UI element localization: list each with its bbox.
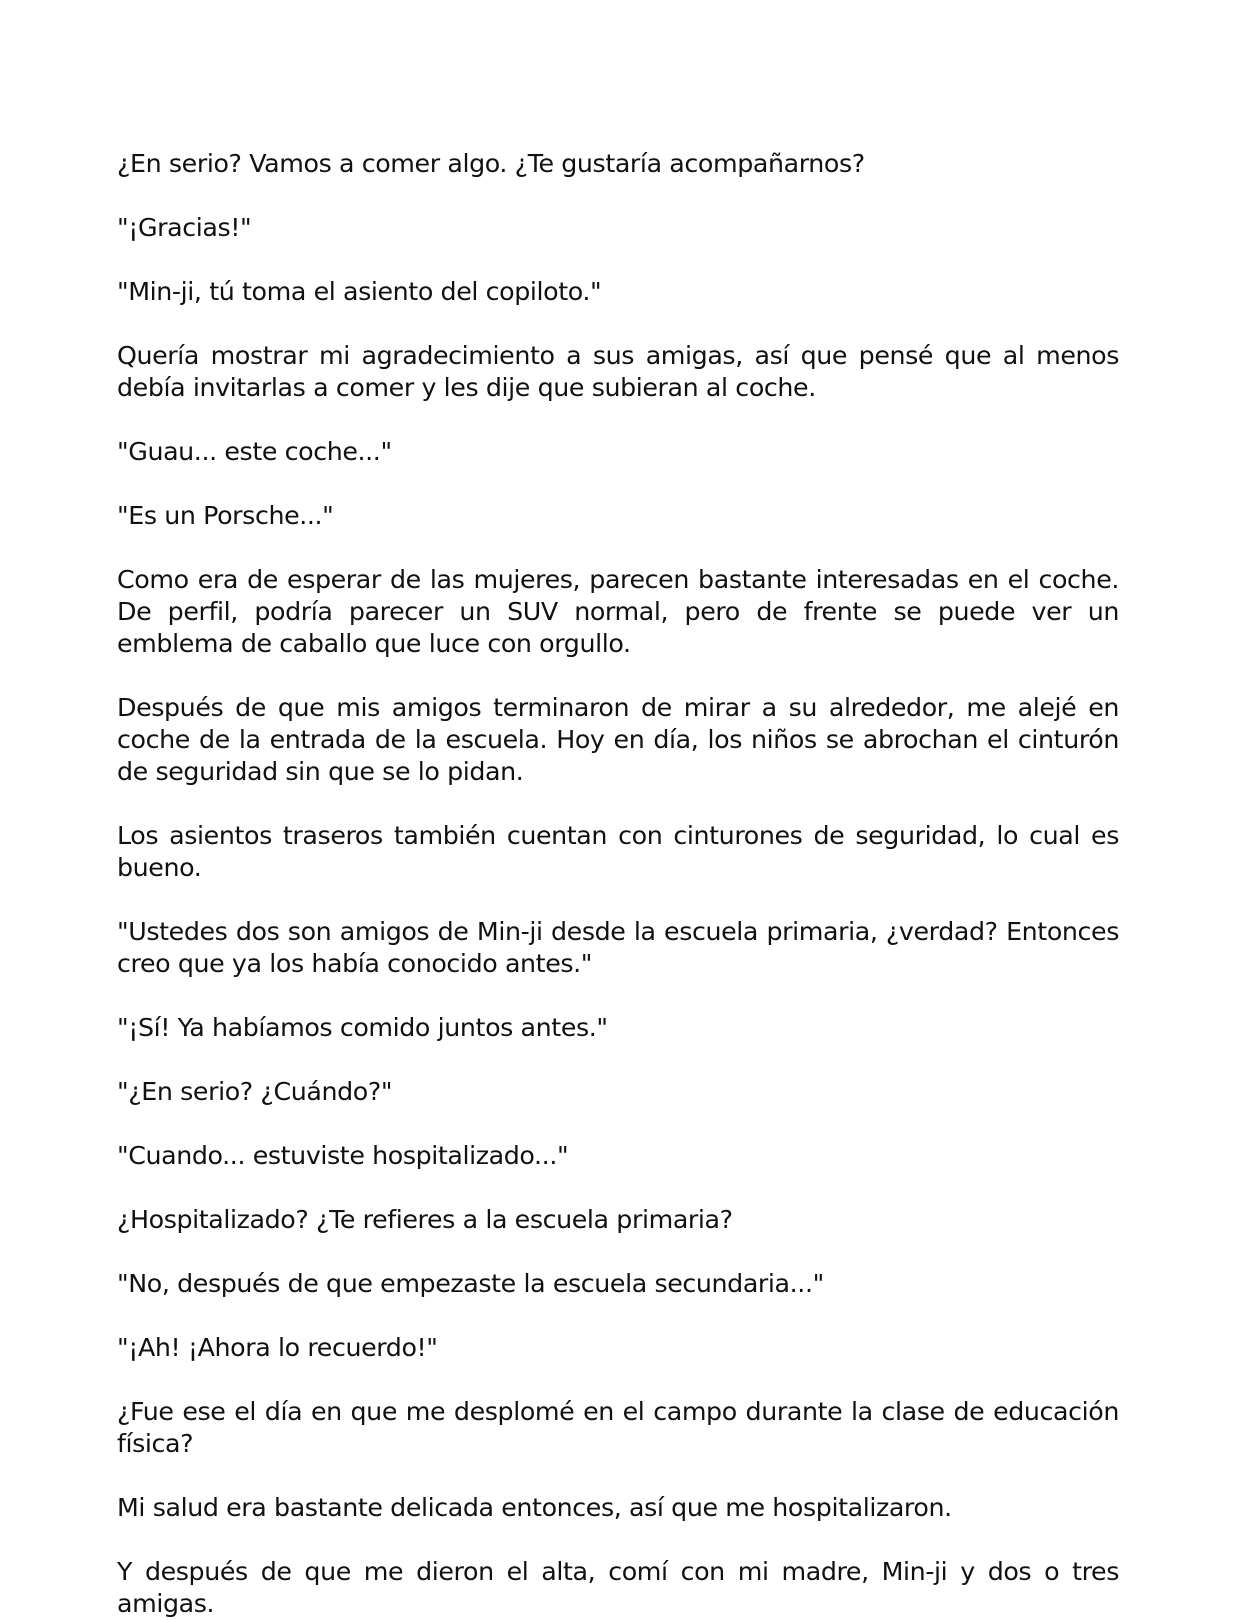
paragraph: Después de que mis amigos terminaron de mirar a su alrededor, me alejé en coche de la entrada de la escuela. Hoy en día, los niños se abrochan el cinturón de seguridad sin que se lo pidan. bbox=[117, 693, 1119, 786]
paragraph: "Es un Porsche..." bbox=[117, 501, 334, 530]
paragraph: "Ustedes dos son amigos de Min-ji desde la escuela primaria, ¿verdad? Entonces creo que ya los había conocido antes." bbox=[117, 917, 1119, 978]
paragraph: "Min-ji, tú toma el asiento del copiloto." bbox=[117, 277, 602, 306]
paragraph: "¡Ah! ¡Ahora lo recuerdo!" bbox=[117, 1333, 438, 1362]
paragraph: Los asientos traseros también cuentan con cinturones de seguridad, lo cual es bueno. bbox=[117, 821, 1119, 882]
paragraph: Mi salud era bastante delicada entonces, así que me hospitalizaron. bbox=[117, 1493, 952, 1522]
paragraph: "¡Gracias!" bbox=[117, 213, 252, 242]
paragraph: ¿Hospitalizado? ¿Te refieres a la escuela primaria? bbox=[117, 1205, 733, 1234]
paragraph: ¿En serio? Vamos a comer algo. ¿Te gustaría acompañarnos? bbox=[117, 149, 865, 178]
paragraph: "Guau... este coche..." bbox=[117, 437, 392, 466]
paragraph: Quería mostrar mi agradecimiento a sus amigas, así que pensé que al menos debía invitarlas a comer y les dije que subieran al coche. bbox=[117, 341, 1119, 402]
paragraph: "¿En serio? ¿Cuándo?" bbox=[117, 1077, 393, 1106]
paragraph: Y después de que me dieron el alta, comí con mi madre, Min-ji y dos o tres amigas. bbox=[117, 1557, 1119, 1618]
paragraph: Como era de esperar de las mujeres, parecen bastante interesadas en el coche. De perfil, podría parecer un SUV normal, pero de frente se puede ver un emblema de caballo que luce con orgullo. bbox=[117, 565, 1119, 658]
paragraph: "¡Sí! Ya habíamos comido juntos antes." bbox=[117, 1013, 608, 1042]
paragraph: "Cuando... estuviste hospitalizado..." bbox=[117, 1141, 569, 1170]
paragraph: "No, después de que empezaste la escuela secundaria..." bbox=[117, 1269, 824, 1298]
paragraph: ¿Fue ese el día en que me desplomé en el campo durante la clase de educación física? bbox=[117, 1397, 1119, 1458]
document-page bbox=[117, 148, 1119, 1620]
